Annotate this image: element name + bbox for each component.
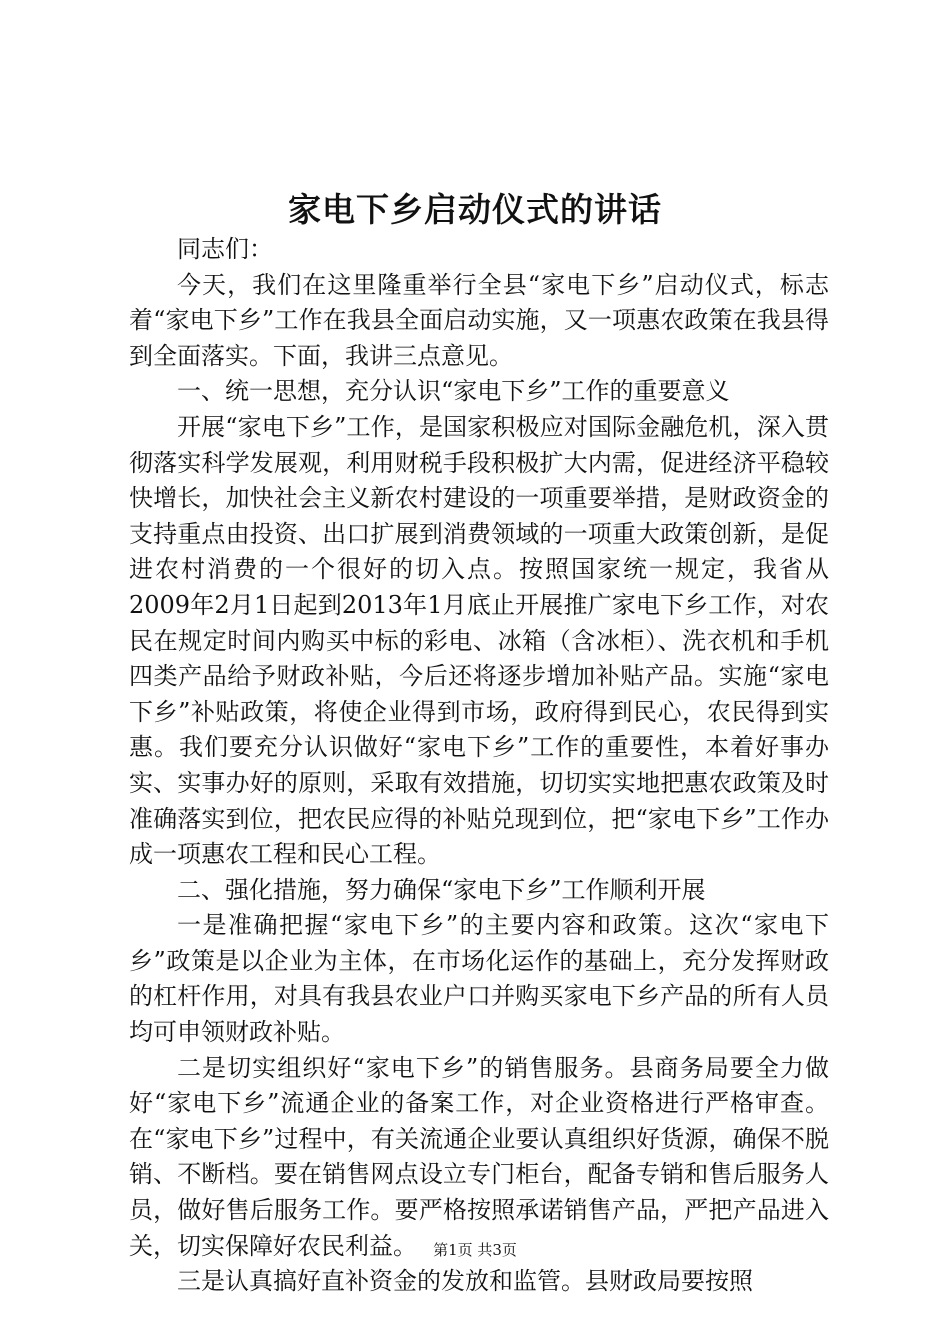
document-title: 家电下乡启动仪式的讲话	[288, 190, 662, 229]
body-paragraph: 开展“家电下乡”工作，是国家积极应对国际金融危机，深入贯彻落实科学发展观，利用财税手段积极扩大内需，促进经济平稳较快增长，加快社会主义新农村建设的一项重要举措，是财政资金的支持重点由投资、出口扩展到消费领域的一项重大政策创新，是促进农村消费的一个很好的切入点。按照国家统一规定，我省从2009年2月1日起到2013年1月底止开展推广家电下乡工作，对农民在规定时间内购买中标的彩电、冰箱（含冰柜）、洗衣机和手机四类产品给予财政补贴，今后还将逐步增加补贴产品。实施“家电下乡”补贴政策，将使企业得到市场，政府得到民心，农民得到实惠。我们要充分认识做好“家电下乡”工作的重要性，本着好事办实、实事办好的原则，采取有效措施，切切实实地把惠农政策及时准确落实到位，把农民应得的补贴兑现到位，把“家电下乡”工作办成一项惠农工程和民心工程。	[129, 412, 829, 869]
page-footer: 第1页 共3页	[433, 1241, 517, 1259]
body-paragraph: 三是认真搞好直补资金的发放和监管。县财政局要按照	[177, 1267, 753, 1296]
salutation-paragraph: 同志们：	[177, 235, 273, 263]
section-heading-2: 二、强化措施，努力确保“家电下乡”工作顺利开展	[177, 875, 706, 904]
body-paragraph: 二是切实组织好“家电下乡”的销售服务。县商务局要全力做好“家电下乡”流通企业的备案工作，对企业资格进行严格审查。在“家电下乡”过程中，有关流通企业要认真组织好货源，确保不脱销、不断档。要在销售网点设立专门柜台，配备专销和售后服务人员，做好售后服务工作。要严格按照承诺销售产品，严把产品进入关，切实保障好农民利益。	[129, 1053, 829, 1260]
body-paragraph: 一是准确把握“家电下乡”的主要内容和政策。这次“家电下乡”政策是以企业为主体，在市场化运作的基础上，充分发挥财政的杠杆作用，对具有我县农业户口并购买家电下乡产品的所有人员均可申领财政补贴。	[129, 911, 829, 1047]
document-body	[129, 232, 829, 1300]
section-heading-1: 一、统一思想，充分认识“家电下乡”工作的重要意义	[177, 377, 730, 406]
intro-paragraph: 今天，我们在这里隆重举行全县“家电下乡”启动仪式，标志着“家电下乡”工作在我县全面启动实施，又一项惠农政策在我县得到全面落实。下面，我讲三点意见。	[129, 270, 829, 370]
